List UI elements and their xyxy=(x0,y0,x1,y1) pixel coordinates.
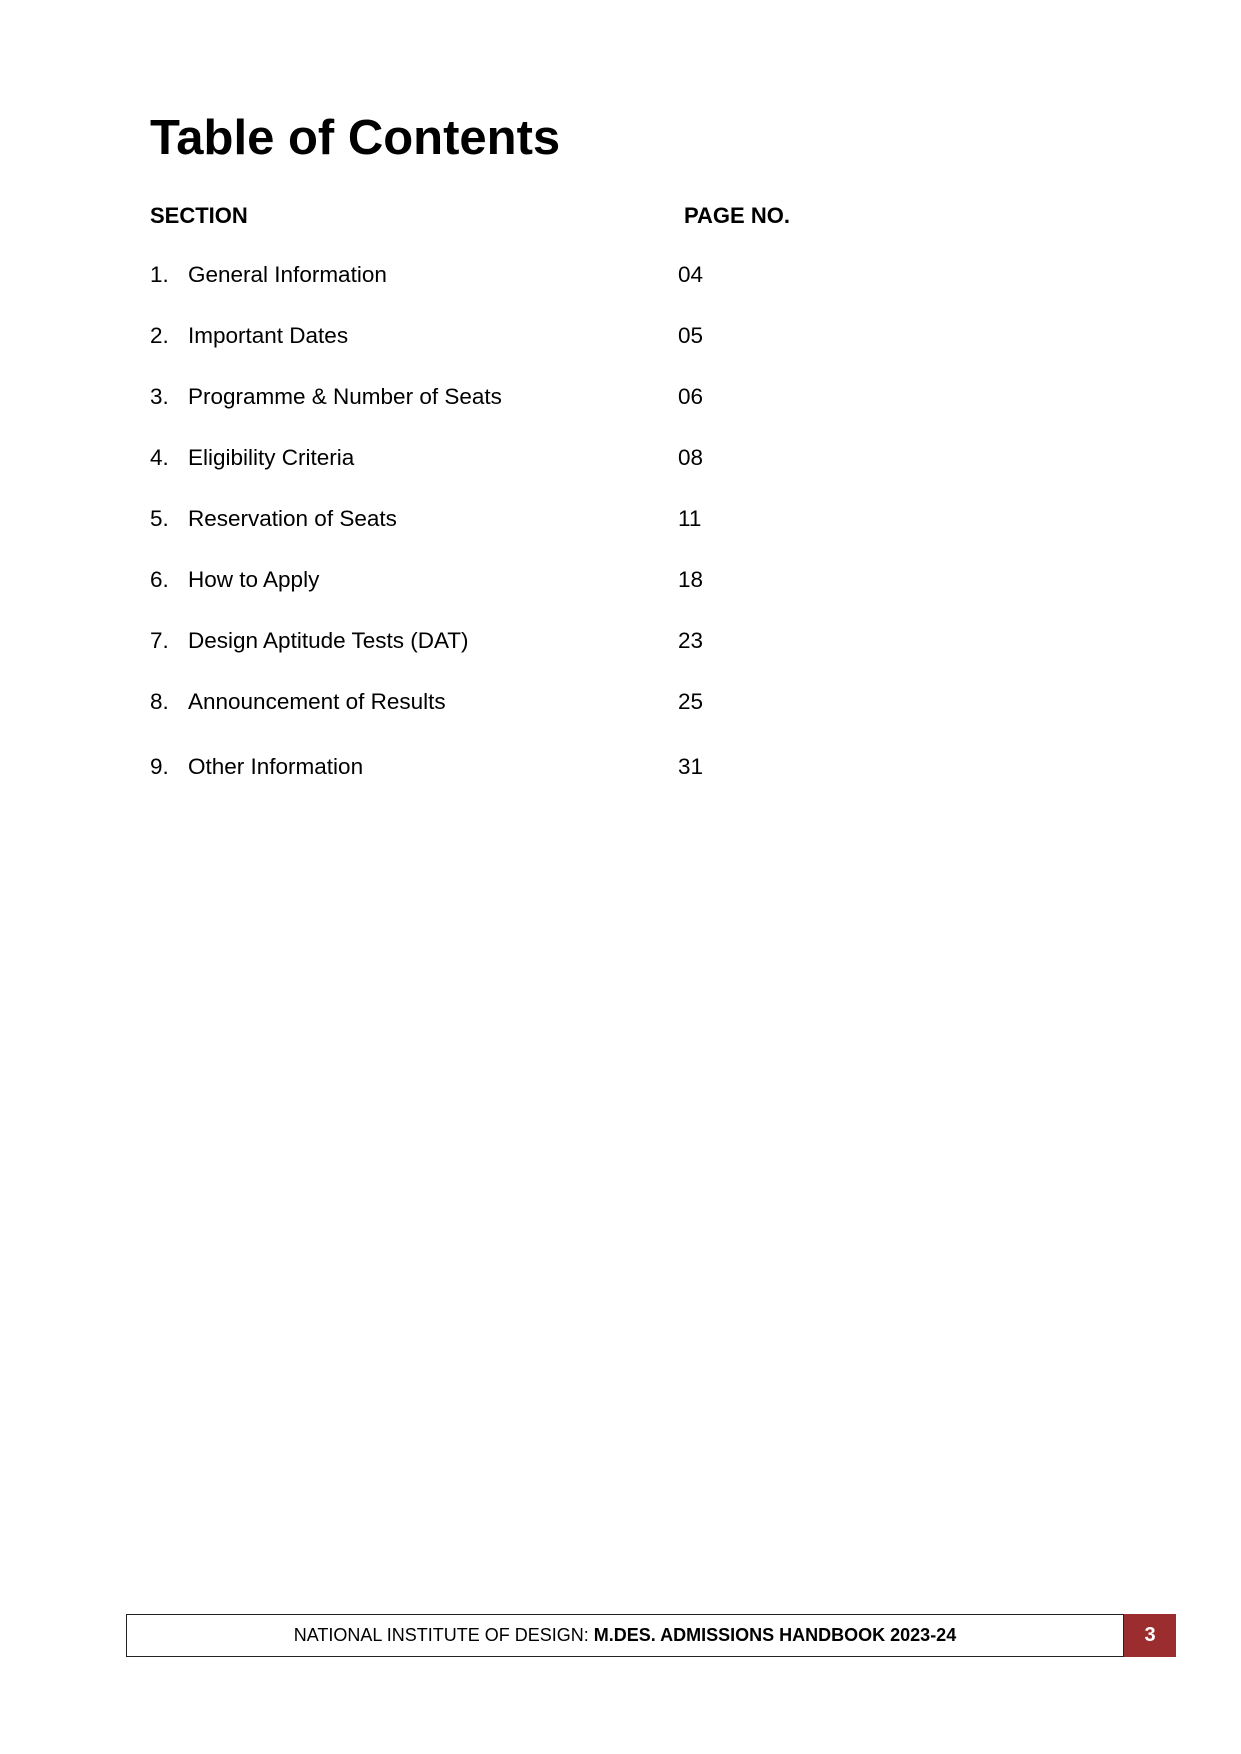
toc-entry[interactable] xyxy=(150,321,850,351)
toc-entry-number: 4. xyxy=(150,445,169,470)
page-number-badge: 3 xyxy=(1124,1614,1176,1657)
toc-entry[interactable] xyxy=(150,443,850,473)
toc-entry-number: 9. xyxy=(150,754,169,779)
toc-entry-label: Programme & Number of Seats xyxy=(188,384,502,409)
footer-institute-text: NATIONAL INSTITUTE OF DESIGN: xyxy=(293,1625,594,1645)
toc-entry-page: 31 xyxy=(678,754,704,779)
section-column-header: SECTION xyxy=(150,203,248,228)
page-title: Table of Contents xyxy=(150,111,561,165)
toc-entry-label: Eligibility Criteria xyxy=(188,445,355,470)
toc-entry[interactable] xyxy=(150,687,850,717)
toc-entry[interactable] xyxy=(150,565,850,595)
toc-entry-number: 1. xyxy=(150,262,169,287)
toc-entry-page: 11 xyxy=(678,506,702,531)
toc-entry[interactable] xyxy=(150,504,850,534)
page-number-column-header: PAGE NO. xyxy=(684,203,790,228)
toc-entry-page: 23 xyxy=(678,628,704,653)
toc-entry-page: 04 xyxy=(678,262,704,287)
toc-entry-label: Important Dates xyxy=(188,323,349,348)
footer-handbook-title: M.DES. ADMISSIONS HANDBOOK 2023-24 xyxy=(593,1625,957,1645)
toc-entry-page: 05 xyxy=(678,323,704,348)
toc-entry-label: Announcement of Results xyxy=(188,689,446,714)
toc-entry-label: Reservation of Seats xyxy=(188,506,397,531)
toc-entry[interactable] xyxy=(150,626,850,656)
toc-entry[interactable] xyxy=(150,260,850,290)
toc-entry-label: Other Information xyxy=(188,754,364,779)
toc-entry-number: 3. xyxy=(150,384,169,409)
toc-entry-label: How to Apply xyxy=(188,567,320,592)
toc-entry-label: Design Aptitude Tests (DAT) xyxy=(188,628,469,653)
toc-entry-number: 7. xyxy=(150,628,169,653)
toc-entry-number: 2. xyxy=(150,323,169,348)
toc-entry-page: 18 xyxy=(678,567,704,592)
page-footer xyxy=(126,1614,1176,1657)
toc-entry[interactable] xyxy=(150,752,850,782)
toc-entry[interactable] xyxy=(150,382,850,412)
toc-entry-number: 5. xyxy=(150,506,169,531)
toc-entry-number: 8. xyxy=(150,689,169,714)
toc-entry-page: 06 xyxy=(678,384,704,409)
toc-entry-label: General Information xyxy=(188,262,387,287)
toc-entry-page: 25 xyxy=(678,689,704,714)
toc-entry-page: 08 xyxy=(678,445,704,470)
footer-banner xyxy=(126,1614,1124,1657)
toc-entry-number: 6. xyxy=(150,567,169,592)
